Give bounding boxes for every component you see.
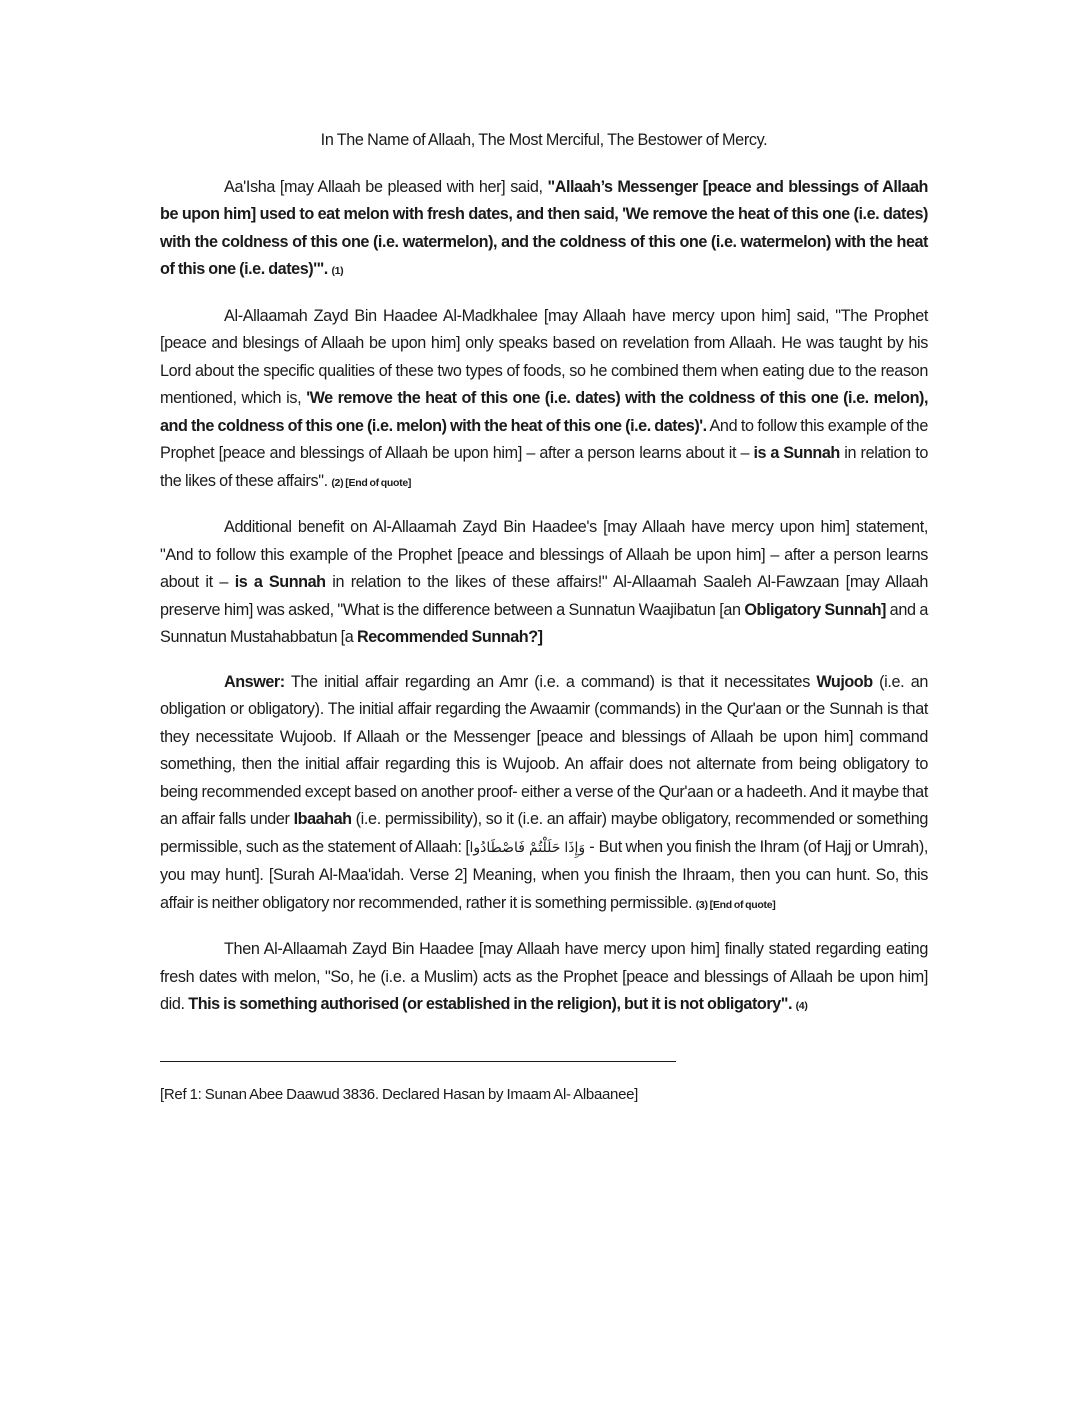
text: in relation to the likes of these affairs!" Al-Allaamah Saaleh Al-Fawzaan [may Allaah preserve him] was asked, "What is the difference between a Sunnatun Waajibatun [an [160,573,928,619]
text: (i.e. an obligation or obligatory). The initial affair regarding the Awaamir (commands) in the Qur'aan or the Sunnah is that they necessitate Wujoob. If Allaah or the Messenger [peace and blessings of Allaah be upon him] command something, then the initial affair regarding this is Wujoob. An affair does not alternate from being obligatory to being recommended except based on another proof- either a verse of the Qur'aan or a hadeeth. And it maybe that an affair falls under [160,672,929,828]
text: And to follow this example of the Prophet [peace and blessings of Allaah be upon him] – after a person learns about it – [160,416,928,462]
paragraph-answer [160,669,928,920]
text: The initial affair regarding an Amr (i.e. a command) is that it necessitates [284,672,817,691]
answer-label: Answer: [224,672,285,691]
paragraph-conclusion [160,936,928,1021]
text: - But when you finish the Ihram (of Hajj or Umrah), you may hunt]. [Surah Al-Maa'idah. Verse 2] Meaning, when you finish the Ihraam, then you can hunt. So, this affair is neither obligatory nor recommended, rather it is something permissible. [160,837,929,912]
reference-marker: (2) [End of quote] [331,476,412,489]
text: and a Sunnatun Mustahabbatun [a [160,600,928,646]
bold-term: Recommended Sunnah?] [357,628,543,646]
text: Aa'Isha [may Allaah be pleased with her] said, [224,177,548,196]
bold-term: Ibaahah [293,810,352,828]
arabic-verse: وَإِذَا حَلَلْتُمْ فَاصْطَادُوا [469,839,586,856]
reference-marker: (1) [331,265,344,277]
document-title: In The Name of Allaah, The Most Merciful, The Bestower of Mercy. [320,131,768,149]
paragraph-zayd-explanation [160,303,928,498]
bold-quote: This is something authorised (or established in the religion), but it is not obligatory". [188,995,793,1013]
paragraph-hadith [160,174,928,286]
reference-marker: (3) [End of quote] [695,898,776,911]
bold-quote: 'We remove the heat of this one (i.e. dates) with the coldness of this one (i.e. melon), and the coldness of this one (i.e. melon) with the heat of this one (i.e. dates)'. [160,389,928,435]
bold-term: is a Sunnah [234,573,326,591]
footnote-ref-1: [Ref 1: Sunan Abee Daawud 3836. Declared Hasan by Imaam Al- Albaanee] [160,1085,639,1103]
text: Al-Allaamah Zayd Bin Haadee Al-Madkhalee [may Allaah have mercy upon him] said, "The Prophet [peace and blesings of Allaah be upon him] only speaks based on revelation from Allaah. He was taught by his Lord about the specific qualities of these two types of foods, so he combined them when eating due to the reason mentioned, which is, [160,306,928,407]
document-page [160,127,928,1106]
paragraph-additional-benefit [160,514,928,652]
text: Additional benefit on Al-Allaamah Zayd Bin Haadee's [may Allaah have mercy upon him] statement, "And to follow this example of the Prophet [peace and blessings of Allaah be upon him] – after a person learns about it – [160,518,928,591]
bold-term: Wujoob [816,672,873,691]
bold-term: is a Sunnah [753,444,840,462]
bold-term: Obligatory Sunnah] [744,600,886,619]
text: in relation to the likes of these affairs". [160,444,928,490]
bold-quote: "Allaah’s Messenger [peace and blessings of Allaah be upon him] used to eat melon with fresh dates, and then said, 'We remove the heat of this one (i.e. dates) with the coldness of this one (i.e. watermelon), and the coldness of this one (i.e. watermelon) with the heat of this one (i.e. dates)'". [160,177,928,278]
reference-marker: (4) [795,1000,808,1012]
text: (i.e. permissibility), so it (i.e. an affair) maybe obligatory, recommended or something permissible, such as the statement of Allaah: [ [160,810,928,856]
text: Then Al-Allaamah Zayd Bin Haadee [may Allaah have mercy upon him] finally stated regarding eating fresh dates with melon, "So, he (i.e. a Muslim) acts as the Prophet [peace and blessings of Allaah be upon him] did. [160,940,928,1013]
footnote-separator [160,1061,676,1062]
